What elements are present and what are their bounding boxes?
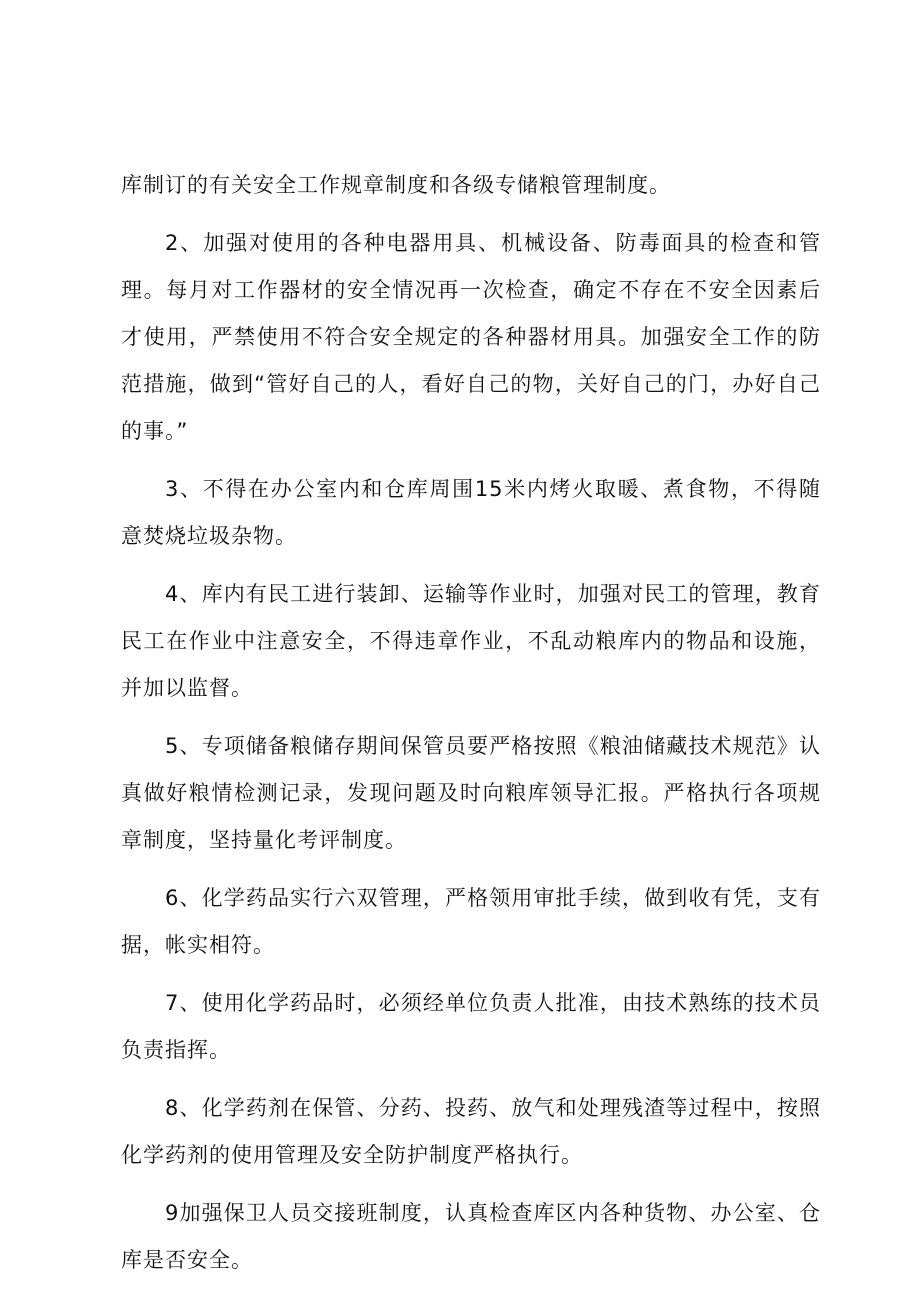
paragraph-item-9: 9加强保卫人员交接班制度，认真检查库区内各种货物、办公室、仓库是否安全。 [121,1201,821,1272]
paragraph-item-4: 4、库内有民工进行装卸、运输等作业时，加强对民工的管理，教育民工在作业中注意安全，不得违章作业，不乱动粮库内的物品和设施，并加以监督。 [121,582,821,700]
paragraph-item-3: 3、不得在办公室内和仓库周围15米内烤火取暖、煮食物，不得随意焚烧垃圾杂物。 [121,477,821,548]
paragraph-continuation: 库制订的有关安全工作规章制度和各级专储粮管理制度。 [121,173,671,197]
paragraph-item-2: 2、加强对使用的各种电器用具、机械设备、防毒面具的检查和管理。每月对工作器材的安全情况再一次检查，确定不存在不安全因素后才使用，严禁使用不符合安全规定的各种器材用具。加强安全工作的防范措施，做到“管好自己的人，看好自己的物，关好自己的门，办好自己的事。” [121,231,821,443]
paragraph-item-5: 5、专项储备粮储存期间保管员要严格按照《粮油储藏技术规范》认真做好粮情检测记录，发现问题及时向粮库领导汇报。严格执行各项规章制度，坚持量化考评制度。 [121,734,821,852]
paragraph-item-7: 7、使用化学药品时，必须经单位负责人批准，由技术熟练的技术员负责指挥。 [121,991,821,1062]
document-body [121,162,821,1284]
paragraph-item-8: 8、化学药剂在保管、分药、投药、放气和处理残渣等过程中，按照化学药剂的使用管理及安全防护制度严格执行。 [121,1096,821,1167]
paragraph-item-6: 6、化学药品实行六双管理，严格领用审批手续，做到收有凭，支有据，帐实相符。 [121,886,821,957]
